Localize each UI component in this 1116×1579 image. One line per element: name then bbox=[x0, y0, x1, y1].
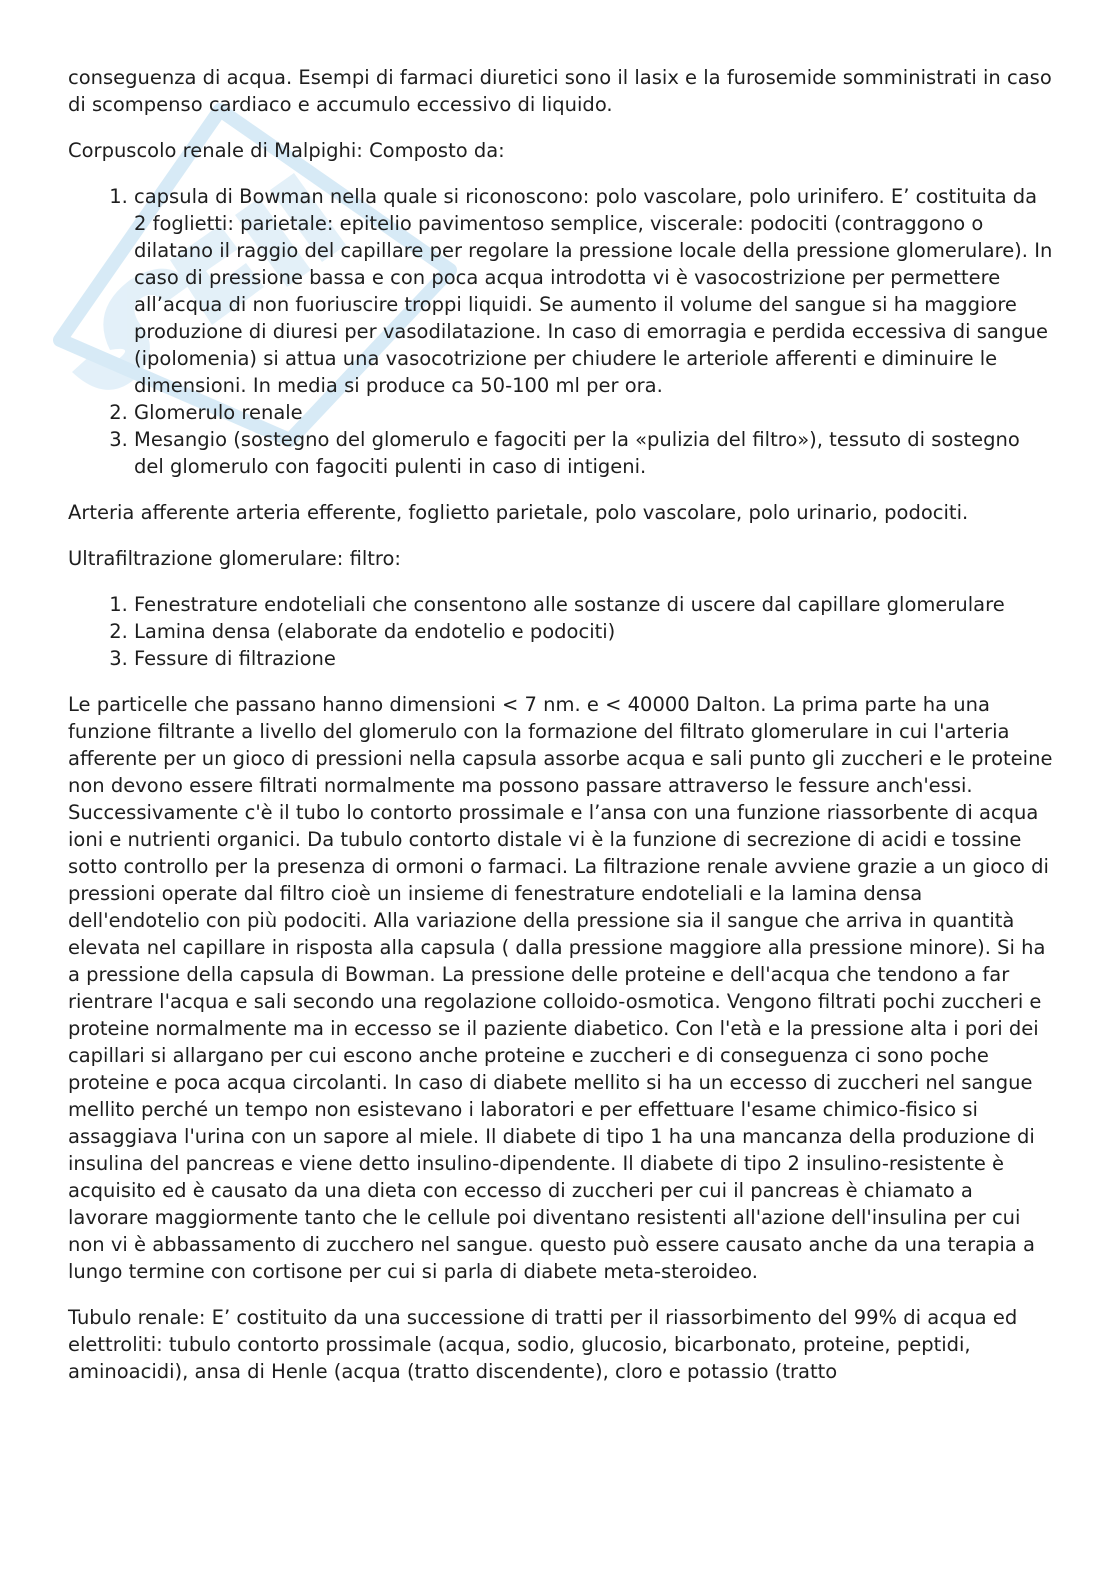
paragraph-renal-tubule: Tubulo renale: E’ costituito da una successione di tratti per il riassorbimento del 99% di acqua ed elettroliti: tubulo contorto prossimale (acqua, sodio, glucosio, bicarbonato, proteine, peptidi, aminoacidi), ansa di Henle (acqua (tratto discendente), cloro e potassio (tratto bbox=[68, 1306, 1018, 1383]
list-item: 3. Mesangio (sostegno del glomerulo e fagociti per la «pulizia del filtro»), tessuto di sostegno del glomerulo con fagociti pulenti in caso di intigeni. bbox=[134, 426, 1053, 480]
paragraph-arteries: Arteria afferente arteria efferente, foglietto parietale, polo vascolare, polo urinario, podociti. bbox=[68, 501, 969, 524]
list-item: 2. Lamina densa (elaborate da endotelio e podociti) bbox=[134, 618, 1053, 645]
paragraph-ultrafiltration-heading: Ultrafiltrazione glomerulare: filtro: bbox=[68, 547, 402, 570]
list-item: 3. Fessure di filtrazione bbox=[134, 645, 1053, 672]
list-malpighi-components bbox=[68, 183, 1053, 480]
list-item: 1. Fenestrature endoteliali che consentono alle sostanze di uscere dal capillare glomerulare bbox=[134, 591, 1053, 618]
document-page bbox=[68, 64, 1053, 1404]
paragraph-diuretics: conseguenza di acqua. Esempi di farmaci diuretici sono il lasix e la furosemide somministrati in caso di scompenso cardiaco e accumulo eccessivo di liquido. bbox=[68, 66, 1052, 116]
paragraph-malpighi-heading: Corpuscolo renale di Malpighi: Composto da: bbox=[68, 139, 505, 162]
list-item: 1. capsula di Bowman nella quale si riconoscono: polo vascolare, polo urinifero. E’ costituita da 2 foglietti: parietale: epitelio pavimentoso semplice, viscerale: podociti (contraggono o dilatano il raggio del capillare per regolare la pressione locale della pressione glomerulare). In caso di pressione bassa e con poca acqua introdotta vi è vasocostrizione per permettere all’acqua di non fuoriuscire troppi liquidi. Se aumento il volume del sangue si ha maggiore produzione di diuresi per vasodilatazione. In caso di emorragia e perdida eccessiva di sangue (ipolomenia) si attua una vasocotrizione per chiudere le arteriole afferenti e diminuire le dimensioni. In media si produce ca 50-100 ml per ora. bbox=[134, 183, 1053, 399]
list-item: 2. Glomerulo renale bbox=[134, 399, 1053, 426]
paragraph-filtration-details: Le particelle che passano hanno dimensioni < 7 nm. e < 40000 Dalton. La prima parte ha una funzione filtrante a livello del glomerulo con la formazione del filtrato glomerulare in cui l'arteria afferente per un gioco di pressioni nella capsula assorbe acqua e sali punto gli zuccheri e le proteine non devono essere filtrati normalmente ma possono passare attraverso le fessure anch'essi. Successivamente c'è il tubo lo contorto prossimale e l’ansa con una funzione riassorbente di acqua ioni e nutrienti organici. Da tubulo contorto distale vi è la funzione di secrezione di acidi e tossine sotto controllo per la presenza di ormoni o farmaci. La filtrazione renale avviene grazie a un gioco di pressioni operate dal filtro cioè un insieme di fenestrature endoteliali e la lamina densa dell'endotelio con più podociti. Alla variazione della pressione sia il sangue che arriva in quantità elevata nel capillare in risposta alla capsula ( dalla pressione maggiore alla pressione minore). Si ha a pressione della capsula di Bowman. La pressione delle proteine e dell'acqua che tendono a far rientrare l'acqua e sali secondo una regolazione colloido-osmotica. Vengono filtrati pochi zuccheri e proteine normalmente ma in eccesso se il paziente diabetico. Con l'età e la pressione alta i pori dei capillari si allargano per cui escono anche proteine e zuccheri e di conseguenza ci sono poche proteine e poca acqua circolanti. In caso di diabete mellito si ha un eccesso di zuccheri nel sangue mellito perché un tempo non esistevano i laboratori e per effettuare l'esame chimico-fisico si assaggiava l'urina con un sapore al miele. Il diabete di tipo 1 ha una mancanza della produzione di insulina del pancreas e viene detto insulino-dipendente. Il diabete di tipo 2 insulino-resistente è acquisito ed è causato da una dieta con eccesso di zuccheri per cui il pancreas è chiamato a lavorare maggiormente tanto che le cellule poi diventano resistenti all'azione dell'insulina per cui non vi è abbassamento di zucchero nel sangue. questo può essere causato anche da una terapia a lungo termine con cortisone per cui si parla di diabete meta-steroideo. bbox=[68, 693, 1053, 1283]
list-filter-components bbox=[68, 591, 1053, 672]
